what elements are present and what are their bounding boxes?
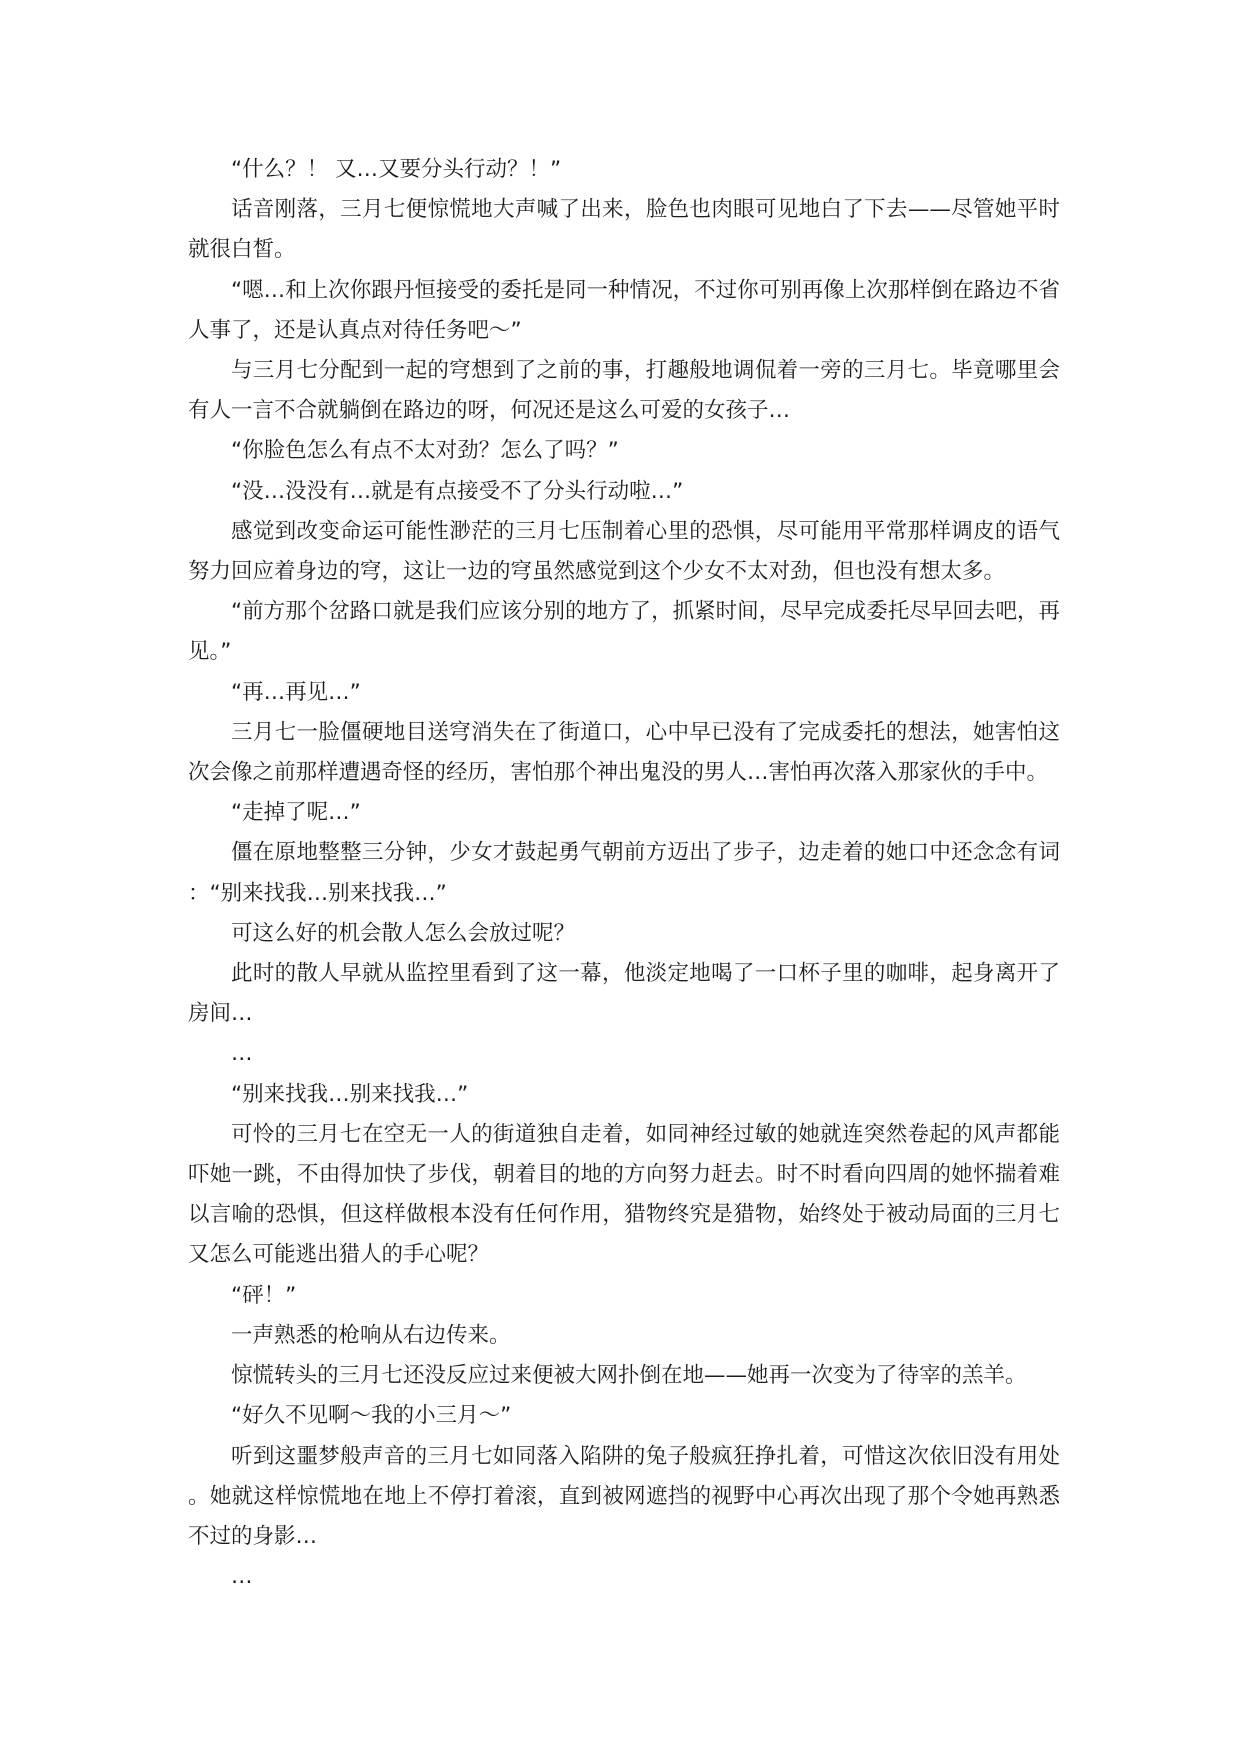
paragraph: 可怜的三月七在空无一人的街道独自走着，如同神经过敏的她就连突然卷起的风声都能吓她一跳，不由得加快了步伐，朝着目的地的方向努力赶去。时不时看向四周的她怀揣着难以言喻的恐惧，但这样做根本没有任何作用，猎物终究是猎物，始终处于被动局面的三月七又怎么可能逃出猎人的手心呢？ — [188, 1121, 1060, 1268]
paragraph: 僵在原地整整三分钟，少女才鼓起勇气朝前方迈出了步子，边走着的她口中还念念有词：“别来找我…别来找我…” — [188, 840, 1060, 906]
paragraph: “走掉了呢…” — [231, 800, 361, 826]
paragraph: “嗯…和上次你跟丹恒接受的委托是同一种情况，不过你可别再像上次那样倒在路边不省人事了，还是认真点对待任务吧～” — [188, 277, 1060, 343]
ellipsis-separator: … — [231, 1041, 253, 1067]
paragraph: “砰！” — [231, 1282, 297, 1308]
document-page — [188, 150, 1060, 1597]
paragraph: “再…再见…” — [231, 679, 361, 705]
paragraph: 一声熟悉的枪响从右边传来。 — [231, 1322, 511, 1348]
paragraph: 话音刚落，三月七便惊慌地大声喊了出来，脸色也肉眼可见地白了下去——尽管她平时就很白皙。 — [188, 197, 1060, 263]
ellipsis-separator: … — [231, 1564, 253, 1590]
paragraph: “没…没没有…就是有点接受不了分头行动啦…” — [231, 478, 684, 504]
paragraph: 可这么好的机会散人怎么会放过呢？ — [231, 920, 576, 946]
paragraph: “好久不见啊～我的小三月～” — [231, 1403, 512, 1429]
paragraph: 感觉到改变命运可能性渺茫的三月七压制着心里的恐惧，尽可能用平常那样调皮的语气努力回应着身边的穹，这让一边的穹虽然感觉到这个少女不太对劲，但也没有想太多。 — [188, 518, 1060, 585]
paragraph: “前方那个岔路口就是我们应该分别的地方了，抓紧时间，尽早完成委托尽早回去吧，再见。” — [188, 599, 1060, 665]
paragraph: 听到这噩梦般声音的三月七如同落入陷阱的兔子般疯狂挣扎着，可惜这次依旧没有用处。她就这样惊慌地在地上不停打着滚，直到被网遮挡的视野中心再次出现了那个令她再熟悉不过的身影… — [188, 1443, 1060, 1549]
paragraph: “你脸色怎么有点不太对劲？怎么了吗？” — [231, 438, 619, 464]
paragraph: “什么？！ 又…又要分头行动？！” — [231, 157, 562, 182]
paragraph: 三月七一脸僵硬地目送穹消失在了街道口，心中早已没有了完成委托的想法，她害怕这次会像之前那样遭遇奇怪的经历，害怕那个神出鬼没的男人…害怕再次落入那家伙的手中。 — [188, 719, 1060, 786]
paragraph: 与三月七分配到一起的穹想到了之前的事，打趣般地调侃着一旁的三月七。毕竟哪里会有人一言不合就躺倒在路边的呀，何况还是这么可爱的女孩子… — [188, 358, 1060, 424]
paragraph: “别来找我…别来找我…” — [231, 1081, 469, 1107]
paragraph: 惊慌转头的三月七还没反应过来便被大网扑倒在地——她再一次变为了待宰的羔羊。 — [231, 1363, 1027, 1389]
paragraph: 此时的散人早就从监控里看到了这一幕，他淡定地喝了一口杯子里的咖啡，起身离开了房间… — [188, 961, 1060, 1027]
